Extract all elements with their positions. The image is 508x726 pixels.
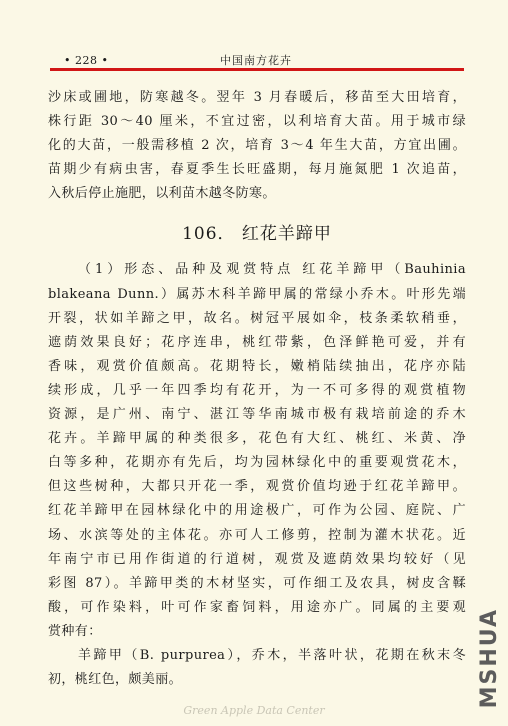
text-line: 赏种有： — [48, 623, 102, 639]
text-line: 资源，是广州、南宁、湛江等华南城市极有栽培前途的乔木 — [48, 407, 466, 423]
text-line: （1）形态、品种及观赏特点 红花羊蹄甲（Bauhinia — [78, 262, 466, 278]
text-line: 沙床或圃地，防寒越冬。翌年 3 月春暖后，移苗至大田培育， — [48, 90, 466, 105]
text-line: 开裂，状如羊蹄之甲，故名。树冠平展如伞，枝条柔软稍垂， — [48, 310, 466, 326]
side-watermark: MSHUA — [477, 608, 502, 709]
text-line: 彩图 87）。羊蹄甲类的木材坚实，可作细工及农具，树皮含鞣 — [48, 575, 466, 591]
running-title: 中国南方花卉 — [220, 54, 292, 67]
text-line: 白等多种，花期亦有先后，均为园林绿化中的重要观赏花木， — [48, 455, 466, 471]
bottom-watermark: Green Apple Data Center — [183, 704, 325, 717]
text-line: 花卉。羊蹄甲属的种类很多，花色有大红、桃红、米黄、净 — [48, 431, 466, 447]
section-title: 106． 红花羊蹄甲 — [182, 224, 332, 245]
text-line: 年南宁市已用作街道的行道树，观赏及遮荫效果均较好（见 — [48, 551, 466, 567]
text-line: 苗期少有病虫害，春夏季生长旺盛期，每月施氮肥 1 次追苗， — [48, 162, 466, 178]
header-rule — [50, 68, 464, 71]
page-number: • 228 • — [64, 54, 109, 67]
text-line: 红花羊蹄甲在园林绿化中的用途极广，可作为公园、庭院、广 — [48, 503, 466, 519]
text-line: 初，桃红色，颇美丽。 — [48, 672, 183, 688]
text-line: blakeana Dunn.）属苏木科羊蹄甲属的常绿小乔木。叶形先端 — [48, 286, 466, 302]
text-line: 场、水滨等处的主体花。亦可人工修剪，控制为灌木状花。近 — [48, 527, 466, 543]
text-line: 香味，观赏价值颇高。花期特长，嫩梢陆续抽出，花序亦陆 — [48, 358, 466, 374]
text-line: 入秋后停止施肥，以利苗木越冬防寒。 — [48, 186, 276, 202]
body-text — [48, 86, 466, 692]
text-line: 株行距 30～40 厘米，不宜过密，以利培育大苗。用于城市绿 — [48, 114, 466, 130]
text-line: 羊蹄甲（B. purpurea），乔木，半落叶状，花期在秋末冬 — [78, 647, 466, 663]
text-line: 化的大苗，一般需移植 2 次，培育 3～4 年生大苗，方宜出圃。 — [48, 138, 466, 154]
text-line: 续形成，几乎一年四季均有花开，为一不可多得的观赏植物 — [48, 382, 466, 398]
text-line: 但这些树种，大都只开花一季，观赏价值均逊于红花羊蹄甲。 — [48, 479, 466, 495]
text-line: 遮荫效果良好；花序连串，桃红带紫，色泽鲜艳可爱，并有 — [48, 334, 466, 350]
text-line: 酸，可作染料，叶可作家畜饲料，用途亦广。同属的主要观 — [48, 599, 466, 615]
